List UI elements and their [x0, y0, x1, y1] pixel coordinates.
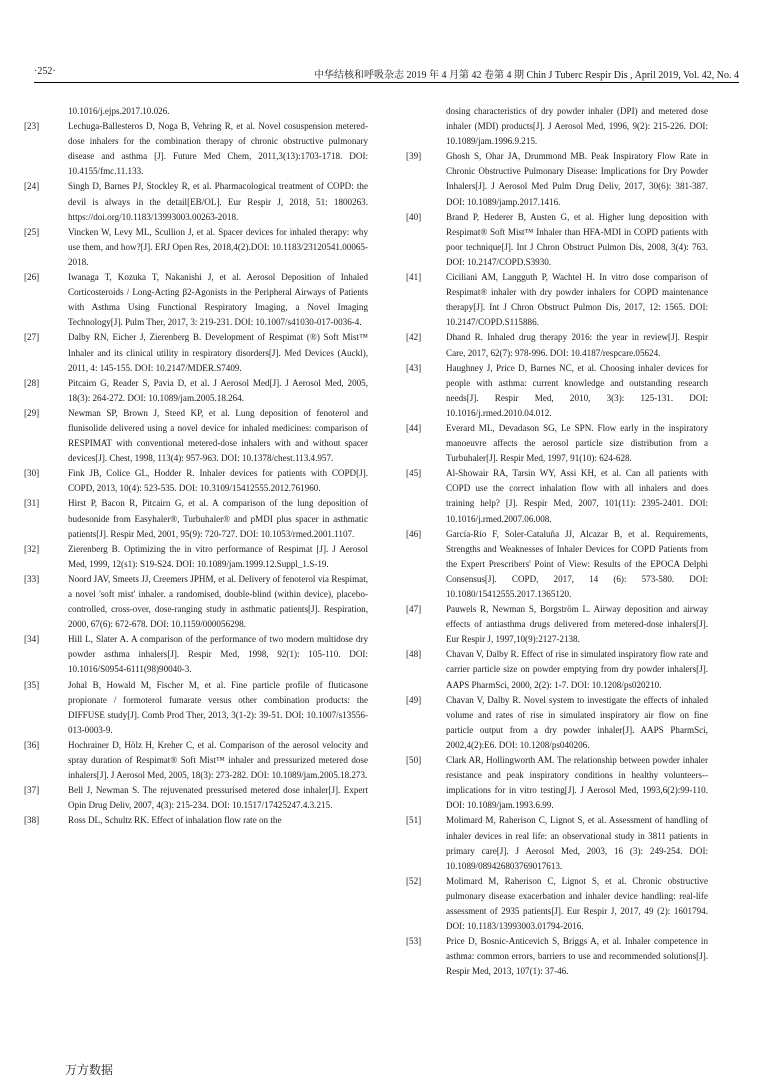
reference-text: Dalby RN, Eicher J, Zierenberg B. Development of Respimat (®) Soft Mist™ Inhaler and its clinical utility in respiratory disorders[J]. Med Devices (Auckl), 2011, 4: 145-155. DOI: 10.2147/MDER.S7409. — [68, 332, 368, 373]
reference-entry — [24, 376, 368, 406]
reference-entry — [406, 421, 708, 466]
reference-text: Price D, Bosnic-Anticevich S, Briggs A, et al. Inhaler competence in asthma: common errors, barriers to use and recommended solutions[J]. Respir Med, 2013, 107(1): 37-46. — [446, 936, 708, 977]
reference-entry — [406, 466, 708, 526]
reference-entry — [406, 270, 708, 330]
reference-number: [45] — [406, 468, 422, 479]
reference-entry — [24, 466, 368, 496]
reference-text: Pitcairn G, Reader S, Pavia D, et al. J Aerosol Med[J]. J Aerosol Med, 2005, 18(3): 264-272. DOI: 10.1089/jam.2005.18.264. — [68, 377, 368, 403]
reference-entry — [406, 149, 708, 209]
reference-text: Molimard M, Raherison C, Lignot S, et al. Chronic obstructive pulmonary disease exacerbation and inhaler device handling: real-life assessment of 2935 patients[J]. Eur Respir J, 2017, 49 (2): 1601794. DOI: 10.1183/13993003.01794-2016. — [446, 875, 708, 932]
reference-number: [28] — [24, 377, 40, 388]
reference-number: [44] — [406, 422, 422, 433]
reference-text: Chavan V, Dalby R. Novel system to investigate the effects of inhaled volume and rates of rise in simulated inspiratory air flow on fine particle output from a dry powder inhaler[J]. AAPS PharmSci, 2002,4(2):E6. DOI: 10.1208/ps040206. — [446, 694, 708, 750]
reference-number: [27] — [24, 332, 40, 343]
reference-entry — [24, 225, 368, 270]
reference-number: [52] — [406, 875, 422, 886]
reference-text: Bell J, Newman S. The rejuvenated pressurised metered dose inhaler[J]. Expert Opin Drug Deliv, 2007, 4(3): 215-234. DOI: 10.1517/17425247.4.3.215. — [68, 785, 368, 811]
reference-number: [49] — [406, 694, 422, 705]
reference-entry — [406, 813, 708, 873]
reference-text: Vincken W, Levy ML, Scullion J, et al. Spacer devices for inhaled therapy: why use them, and how?[J]. ERJ Open Res, 2018,4(2).DOI: 10.1183/23120541.00065-2018. — [68, 226, 368, 267]
reference-number: [31] — [24, 498, 40, 509]
reference-entry — [24, 813, 368, 828]
reference-text: García-Río F, Soler-Cataluña JJ, Alcazar B, et al. Requirements, Strengths and Weaknesses of Inhaler Devices for COPD Patients from the Expert Prescribers' Point of View: Results of the EPOCA Delphi Consensus[J]. COPD, 2017, 14 (6): 573-580. DOI: 10.1080/15412555.2017.1365120. — [446, 528, 708, 599]
reference-entry — [406, 602, 708, 647]
reference-entry — [406, 361, 708, 421]
reference-entry — [24, 406, 368, 466]
reference-number: [34] — [24, 634, 40, 645]
reference-number: [40] — [406, 211, 422, 222]
reference-text: Lechuga-Ballesteros D, Noga B, Vehring R, et al. Novel cosuspension metered-dose inhalers for the combination therapy of chronic obstructive pulmonary disease and asthma [J]. Future Med Chem, 2011,3(13):1703-1718. DOI: 10.4155/fmc.11.133. — [68, 121, 368, 177]
reference-entry — [406, 527, 708, 602]
reference-entry — [24, 542, 368, 572]
reference-entry — [24, 330, 368, 375]
reference-number: [32] — [24, 543, 40, 554]
reference-text: Dhand R. Inhaled drug therapy 2016: the year in review[J]. Respir Care, 2017, 62(7): 978-996. DOI: 10.4187/respcare.05624. — [446, 332, 708, 358]
reference-text: Iwanaga T, Kozuka T, Nakanishi J, et al. Aerosol Deposition of Inhaled Corticosteroids / Long-Acting β2-Agonists in the Peripheral Airways of Patients with Asthma Using Functional Respiratory Imaging, a Novel Imaging Technology[J]. Pulm Ther, 2017, 3: 219-231. DOI: 10.1007/s41030-017-0036-4. — [68, 272, 368, 328]
reference-text: Ghosh S, Ohar JA, Drummond MB. Peak Inspiratory Flow Rate in Chronic Obstructive Pulmonary Disease: Implications for Dry Powder Inhalers[J]. J Aerosol Med Pulm Drug Deliv, 2017, 30(6): 381-387. DOI: 10.1089/jamp.2017.1416. — [446, 151, 708, 207]
reference-number: [43] — [406, 362, 422, 373]
reference-text: Newman SP, Brown J, Steed KP, et al. Lung deposition of fenoterol and flunisolide delivered using a novel device for inhaled medicines: comparison of RESPIMAT with conventional metered-dose inhalers with and without spacer devices[J]. Chest, 1998, 113(4): 957-963. DOI: 10.1378/chest.113.4.957. — [68, 407, 368, 464]
reference-entry — [406, 934, 708, 979]
reference-number: [48] — [406, 649, 422, 660]
reference-text: Chavan V, Dalby R. Effect of rise in simulated inspiratory flow rate and carrier particle size on powder emptying from dry powder inhalers[J]. AAPS PharmSci, 2000, 2(2): 1-7. DOI: 10.1208/ps020210. — [446, 649, 708, 690]
reference-text: Haughney J, Price D, Barnes NC, et al. Choosing inhaler devices for people with asthma: current knowledge and outstanding research needs[J]. Respir Med, 2010, 3(3): 125-131. DOI: 10.1016/j.rmed.2010.04.012. — [446, 362, 708, 418]
reference-text: Everard ML, Devadason SG, Le SPN. Flow early in the inspiratory manoeuvre affects the aerosol particle size distribution from a Turbuhaler[J]. Respir Med, 1997, 91(10): 624-628. — [446, 422, 708, 464]
reference-entry — [406, 874, 708, 934]
reference-entry — [24, 270, 368, 330]
reference-entry — [24, 496, 368, 541]
reference-entry — [24, 572, 368, 632]
reference-entry — [24, 179, 368, 224]
wanfang-watermark: 万方数据 — [65, 1063, 114, 1077]
reference-number: [39] — [406, 151, 422, 162]
reference-entry — [406, 210, 708, 270]
reference-entry — [406, 753, 708, 813]
reference-text: Al-Showair RA, Tarsin WY, Assi KH, et al. Can all patients with COPD use the correct inhalation flow with all inhalers and does training help? [J]. Respir Med, 2007, 101(11): 2395-2401. DOI: 10.1016/j.rmed.2007.06.008. — [446, 468, 708, 524]
reference-number: [47] — [406, 604, 422, 615]
reference-text: Fink JB, Colice GL, Hodder R. Inhaler devices for patients with COPD[J]. COPD, 2013, 10(4): 523-535. DOI: 10.3109/15412555.2012.761960. — [68, 468, 368, 494]
reference-entry — [24, 783, 368, 813]
running-header — [34, 66, 739, 83]
reference-text: Pauwels R, Newman S, Borgström L. Airway deposition and airway effects of antiasthma drugs delivered from metered-dose inhalers[J]. Eur Respir J, 1997,10(9):2127-2138. — [446, 604, 708, 645]
reference-entry — [446, 104, 708, 149]
reference-number: [37] — [24, 785, 40, 796]
reference-number: [29] — [24, 407, 40, 418]
reference-entry — [406, 330, 708, 360]
reference-text: Ross DL, Schultz RK. Effect of inhalation flow rate on the — [68, 815, 282, 826]
reference-entry — [24, 678, 368, 738]
reference-entry — [406, 647, 708, 692]
reference-text: Singh D, Barnes PJ, Stockley R, et al. Pharmacological treatment of COPD: the devil is always in the detail[EB/OL]. Eur Respir J, 2018, 51: 1800263. https://doi.org/10.1183/13993003.00263-2018. — [68, 181, 368, 222]
reference-number: [53] — [406, 936, 422, 947]
reference-number: [51] — [406, 815, 422, 826]
reference-column-right — [406, 104, 708, 979]
reference-number: [35] — [24, 679, 40, 690]
reference-number: [46] — [406, 528, 422, 539]
reference-number: [42] — [406, 332, 422, 343]
reference-number: [24] — [24, 181, 40, 192]
reference-number: [33] — [24, 573, 40, 584]
reference-text: dosing characteristics of dry powder inhaler (DPI) and metered dose inhaler (MDI) products[J]. J Aerosol Med, 1996, 9(2): 215-226. DOI: 10.1089/jam.1996.9.215. — [446, 106, 708, 147]
reference-entry — [24, 119, 368, 179]
reference-column-left — [24, 104, 368, 829]
reference-entry — [68, 104, 368, 119]
reference-text: 10.1016/j.ejps.2017.10.026. — [68, 106, 170, 116]
reference-text: Clark AR, Hollingworth AM. The relationship between powder inhaler resistance and peak inspiratory conditions in healthy volunteers--implications for in vitro testing[J]. J Aerosol Med, 1993,6(2):99-110. DOI: 10.1089/jam.1993.6.99. — [446, 755, 708, 811]
reference-number: [30] — [24, 468, 40, 479]
journal-citation-line: 中华结核和呼吸杂志 2019 年 4 月第 42 卷第 4 期 Chin J Tuberc Respir Dis , April 2019, Vol. 42, No. 4 — [314, 70, 739, 81]
reference-number: [50] — [406, 755, 422, 766]
reference-entry — [406, 693, 708, 753]
reference-number: [26] — [24, 272, 40, 283]
reference-text: Hochrainer D, Hölz H, Kreher C, et al. Comparison of the aerosol velocity and spray duration of Respimat® Soft Mist™ inhaler and pressurized metered dose inhalers[J]. J Aerosol Med, 2005, 18(3): 273-282. DOI: 10.1089/jam.2005.18.273. — [68, 739, 368, 781]
reference-number: [41] — [406, 272, 422, 283]
reference-text: Johal B, Howald M, Fischer M, et al. Fine particle profile of fluticasone propionate / formoterol fumarate versus other combination products: the DIFFUSE study[J]. Comb Prod Ther, 2013, 3(1-2): 39-51. DOI: 10.1007/s13556-013-0003-9. — [68, 679, 368, 735]
reference-text: Hill L, Slater A. A comparison of the performance of two modern multidose dry powder asthma inhalers[J]. Respir Med, 1998, 92(1): 105-110. DOI: 10.1016/S0954-6111(98)90040-3. — [68, 634, 368, 675]
reference-entry — [24, 738, 368, 783]
reference-number: [23] — [24, 121, 40, 132]
reference-text: Noord JAV, Smeets JJ, Creemers JPHM, et al. Delivery of fenoterol via Respimat, a novel 'soft mist' inhaler. a randomised, double-blind (within device), placebo-controlled, cross-over, dose-ranging study in asthmatic patients[J]. Respiration, 2000, 67(6): 672-678. DOI: 10.1159/000056298. — [68, 573, 368, 630]
reference-number: [25] — [24, 226, 40, 237]
reference-entry — [24, 632, 368, 677]
reference-number: [36] — [24, 739, 40, 750]
reference-number: [38] — [24, 815, 40, 826]
page-number: ·252· — [34, 66, 56, 77]
reference-text: Hirst P, Bacon R, Pitcairn G, et al. A comparison of the lung deposition of budesonide from Easyhaler®, Turbuhaler® and pMDI plus spacer in asthmatic patients[J]. Respir Med, 2001, 95(9): 720-727. DOI: 10.1053/rmed.2001.1107. — [68, 498, 368, 539]
reference-text: Molimard M, Raherison C, Lignot S, et al. Assessment of handling of inhaler devices in real life: an observational study in 3811 patients in primary care[J]. J Aerosol Med, 2003, 16 (3): 249-254. DOI: 10.1089/089426803769017613. — [446, 815, 708, 871]
reference-text: Ciciliani AM, Langguth P, Wachtel H. In vitro dose comparison of Respimat® inhaler with dry powder inhalers for COPD maintenance therapy[J]. Int J Chron Obstruct Pulmon Dis, 2017, 12: 1565. DOI: 10.2147/COPD.S115886. — [446, 272, 708, 328]
reference-text: Brand P, Hederer B, Austen G, et al. Higher lung deposition with Respimat® Soft Mist™ Inhaler than HFA-MDI in COPD patients with poor technique[J]. Int J Chron Obstruct Pulmon Dis, 2008, 3(4): 763. DOI: 10.2147/COPD.S3930. — [446, 211, 708, 267]
reference-text: Zierenberg B. Optimizing the in vitro performance of Respimat [J]. J Aerosol Med, 1999, 12(s1): S19-S24. DOI: 10.1089/jam.1999.12.Suppl_1.S-19. — [68, 543, 368, 569]
